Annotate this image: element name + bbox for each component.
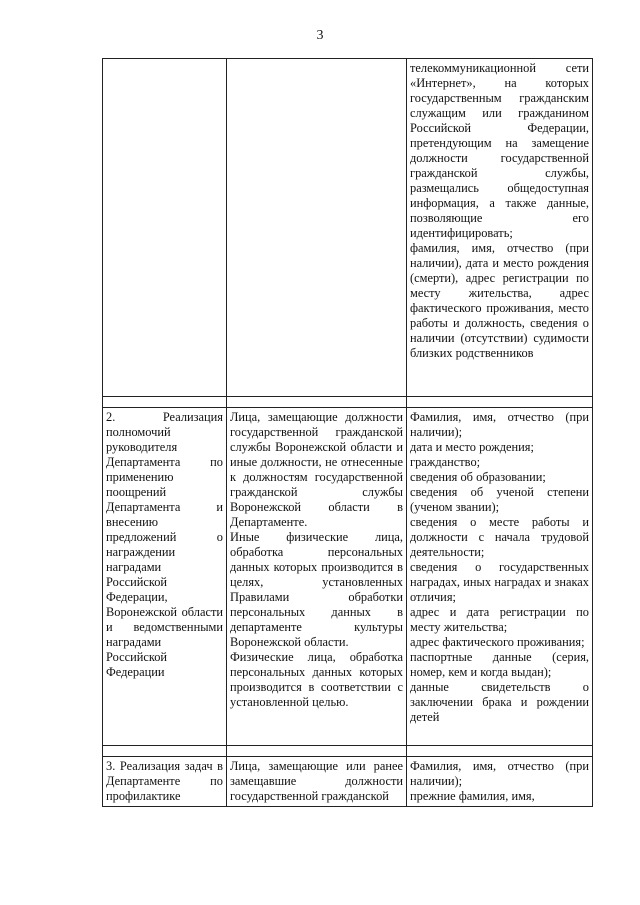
row2-data-item: адрес фактического проживания; [410,635,585,649]
row2-subjects-para-3: Физические лица, обработка персональных данных которых производится в соответствии с установленной целью. [230,650,403,709]
row2-data-item: гражданство; [410,455,481,469]
row1-subjects-cell [227,59,407,397]
row2-subjects-para-1: Лица, замещающие должности государственной гражданской службы Воронежской области и иные должности, не отнесенные к должностям государственной гражданской службы Воронежской области в Департаменте. [230,410,403,529]
row1-data-para-1: телекоммуникационной сети «Интернет», на которых государственным гражданским служащим или гражданином Российской Федерации, претендующим на замещение должности государственной гражданской службы, размещались общедоступная информация, а также данные, позволяющие его идентифицировать; [410,61,589,240]
row2-data-item: Фамилия, имя, отчество (при наличии); [410,410,589,439]
row1-data-cell [407,59,593,397]
row2-subjects-cell [227,408,407,746]
row2-data-item: дата и место рождения; [410,440,534,454]
page-number: 3 [316,28,324,43]
row1-data-para-2: фамилия, имя, отчество (при наличии), дата и место рождения (смерти), адрес регистрации по месту жительства, адрес фактического проживания, место работы и должность, сведения о наличии (отсутствии) судимости близких родственников [410,241,589,360]
row3-data-cell [407,757,593,807]
table-row [103,59,593,397]
row3-subjects-cell [227,757,407,807]
row2-data-item: данные свидетельств о заключении брака и рождении детей [410,680,589,724]
row3-data-item: прежние фамилия, имя, [410,789,535,803]
row2-data-item: сведения об ученой степени (ученом звании); [410,485,589,514]
row2-subjects-para-2: Иные физические лица, обработка персональных данных которых производится в целях, установленных Правилами обработки персональных данных в департаменте культуры Воронежской области. [230,530,403,649]
row2-purpose-cell [103,408,227,746]
row2-data-cell [407,408,593,746]
row3-subjects-text: Лица, замещающие или ранее замещавшие должности государственной гражданской [230,759,403,803]
row2-purpose-text: 2. Реализация полномочий руководителя Департамента по применению поощрений Департамента и внесению предложений о награждении наградами Российской Федерации, Воронежской области и ведомственными наградами Российской Федерации [106,410,223,679]
table-row [103,408,593,746]
personal-data-table [102,58,593,807]
row2-data-item: адрес и дата регистрации по месту жительства; [410,605,589,634]
table-row [103,757,593,807]
row3-data-item: Фамилия, имя, отчество (при наличии); [410,759,589,788]
row2-data-item: сведения о месте работы и должности с начала трудовой деятельности; [410,515,589,559]
row2-data-item: сведения об образовании; [410,470,546,484]
row2-data-item: паспортные данные (серия, номер, кем и когда выдан); [410,650,589,679]
row2-data-item: сведения о государственных наградах, иных наградах и знаках отличия; [410,560,589,604]
row3-purpose-cell [103,757,227,807]
row1-purpose-cell [103,59,227,397]
row3-purpose-text: 3. Реализация задач в Департаменте по профилактике [106,759,223,803]
